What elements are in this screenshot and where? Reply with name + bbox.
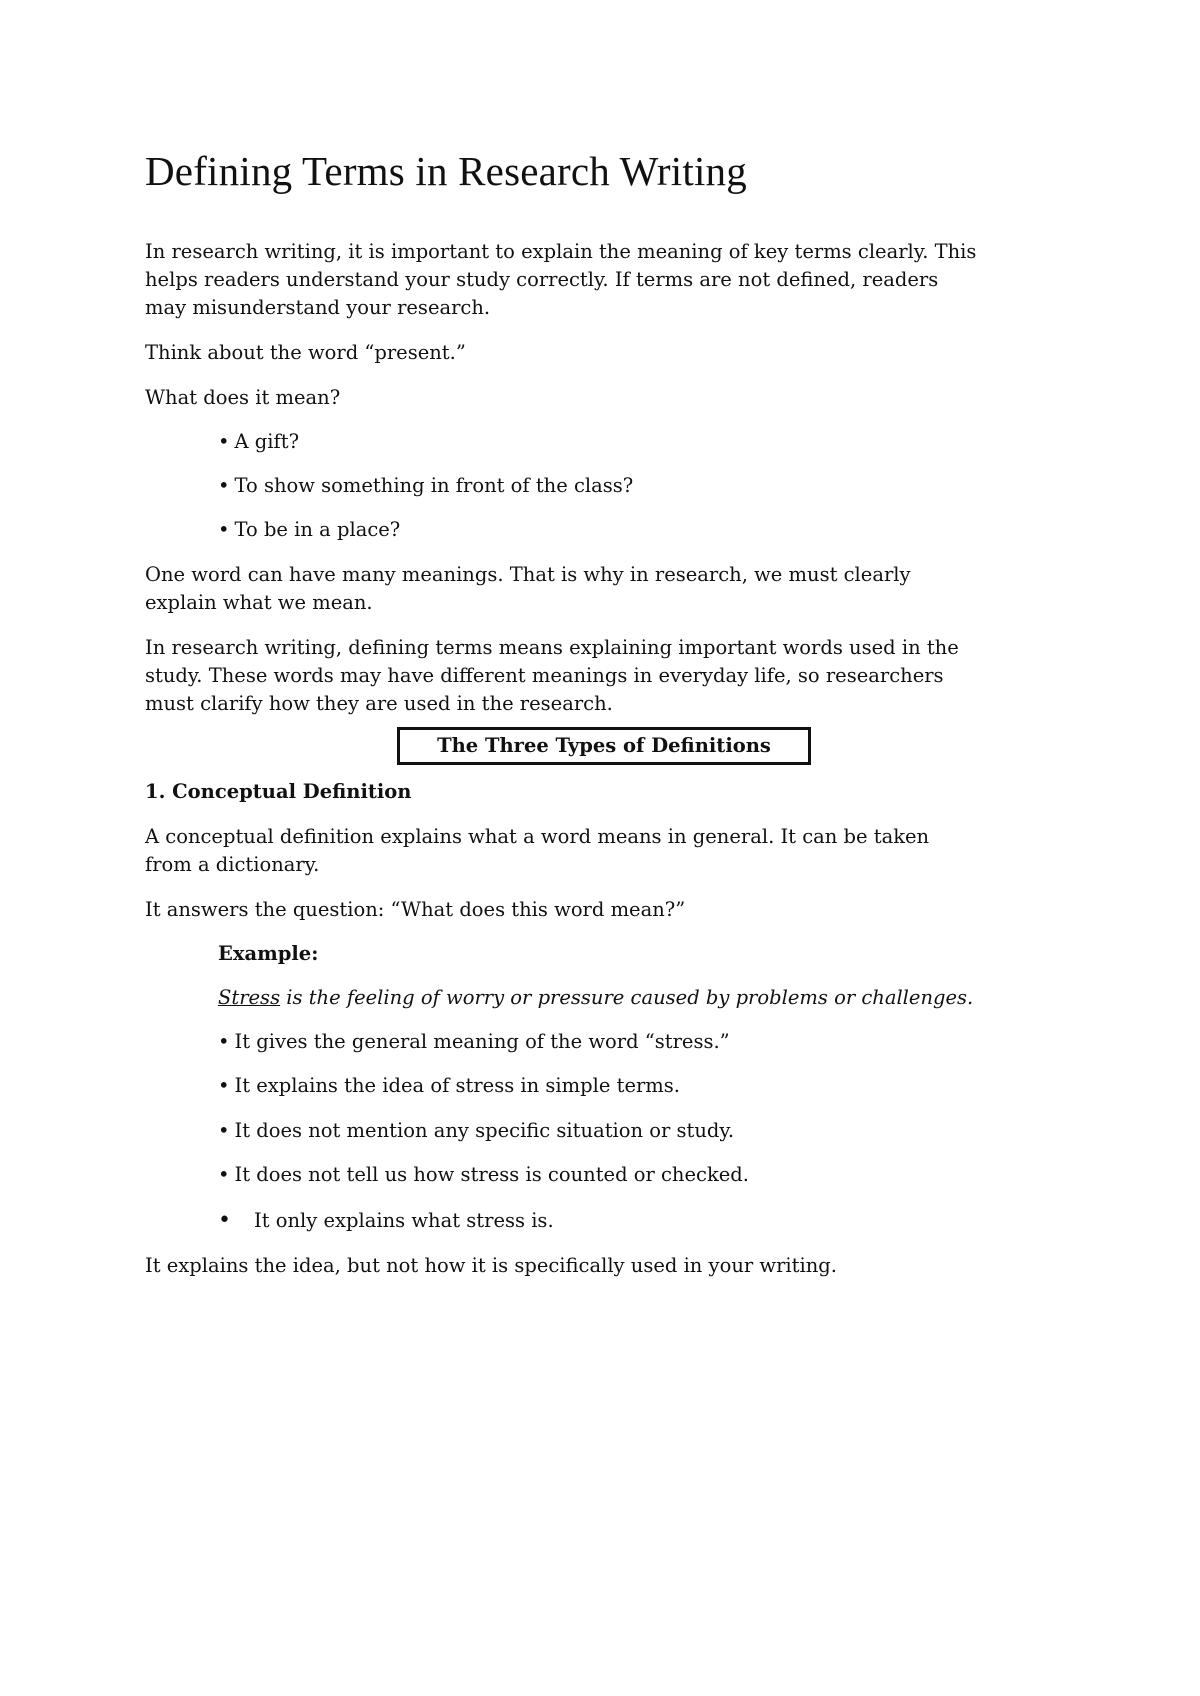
document-title: Defining Terms in Research Writing	[145, 148, 747, 194]
explanation-point	[218, 1028, 730, 1056]
example-term: Stress	[218, 986, 281, 1009]
meaning-item	[218, 472, 633, 500]
point-text: It does not tell us how stress is counted or checked.	[234, 1163, 749, 1186]
conceptual-definition-heading: 1. Conceptual Definition	[145, 780, 412, 803]
bullet-mark: •	[218, 1074, 230, 1097]
bullet-mark: •	[218, 1030, 230, 1053]
intro-line-2: helps readers understand your study correctly. If terms are not defined, readers	[145, 268, 939, 291]
point-text: It explains the idea of stress in simple terms.	[234, 1074, 681, 1097]
many-meanings-line-2: explain what we mean.	[145, 591, 373, 614]
bullet-mark: •	[218, 1208, 231, 1233]
meaning-text: To be in a place?	[234, 518, 401, 541]
example-sentence	[218, 984, 973, 1012]
defining-terms-line-1: In research writing, defining terms means explaining important words used in the	[145, 636, 959, 659]
types-of-definitions-heading: The Three Types of Definitions	[397, 727, 811, 765]
point-text: It gives the general meaning of the word “stress.”	[234, 1030, 730, 1053]
meaning-item	[218, 516, 400, 544]
point-text: It does not mention any specific situation or study.	[234, 1119, 735, 1142]
question: What does it mean?	[145, 386, 341, 409]
conceptual-desc-line-1: A conceptual definition explains what a word means in general. It can be taken	[145, 825, 930, 848]
defining-terms-line-2: study. These words may have different meanings in everyday life, so researchers	[145, 664, 944, 687]
bullet-mark: •	[218, 1119, 230, 1142]
conceptual-desc-line-2: from a dictionary.	[145, 853, 320, 876]
intro-line-3: may misunderstand your research.	[145, 296, 491, 319]
think-prompt: Think about the word “present.”	[145, 341, 466, 364]
meaning-text: A gift?	[234, 430, 300, 453]
closing-sentence: It explains the idea, but not how it is specifically used in your writing.	[145, 1254, 837, 1277]
explanation-point	[218, 1117, 734, 1145]
bullet-mark: •	[218, 474, 230, 497]
many-meanings-line-1: One word can have many meanings. That is why in research, we must clearly	[145, 563, 911, 586]
intro-line-1: In research writing, it is important to explain the meaning of key terms clearly. This	[145, 240, 977, 263]
explanation-point-last	[218, 1207, 554, 1235]
bullet-mark: •	[218, 518, 230, 541]
meaning-item	[218, 428, 299, 456]
defining-terms-line-3: must clarify how they are used in the research.	[145, 692, 613, 715]
example-label: Example:	[218, 942, 319, 965]
meaning-text: To show something in front of the class?	[234, 474, 634, 497]
explanation-point	[218, 1161, 749, 1189]
explanation-point	[218, 1072, 680, 1100]
point-text: It only explains what stress is.	[254, 1209, 554, 1232]
bullet-mark: •	[218, 1163, 230, 1186]
example-rest: is the feeling of worry or pressure caused by problems or challenges.	[280, 986, 974, 1009]
bullet-mark: •	[218, 430, 230, 453]
answers-question: It answers the question: “What does this word mean?”	[145, 898, 686, 921]
